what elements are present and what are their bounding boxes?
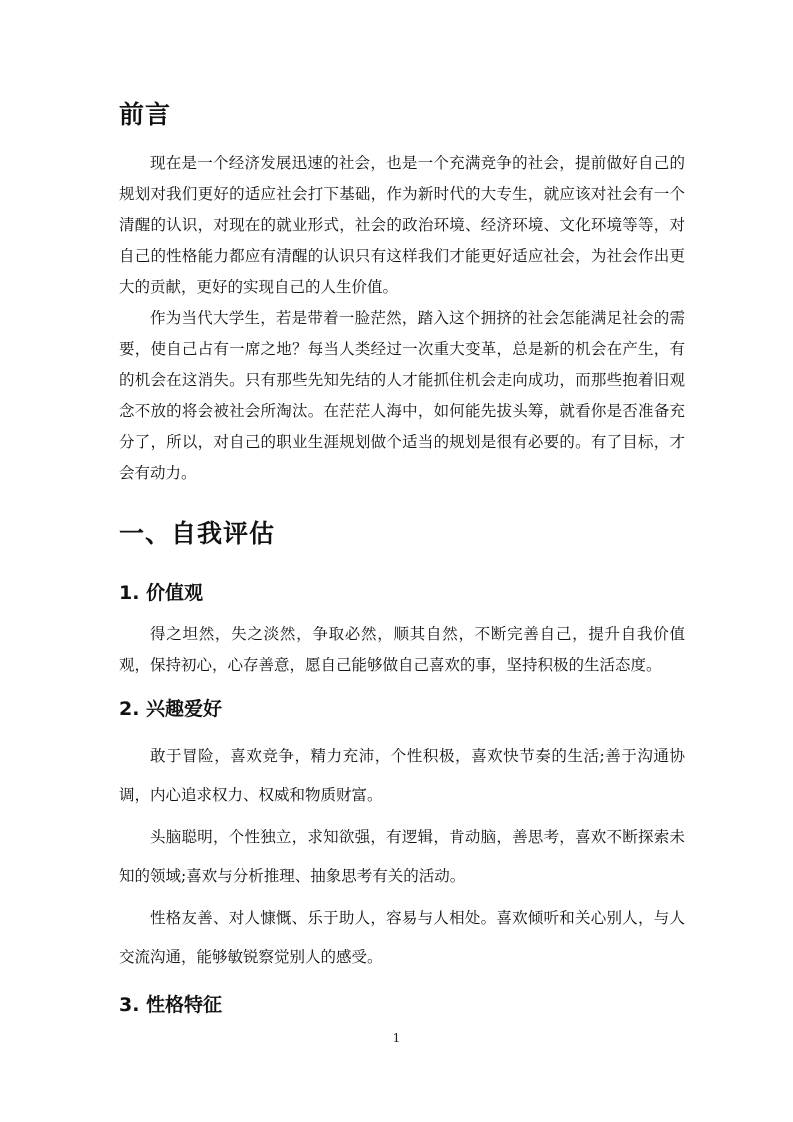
- interests-paragraph-3: 性格友善、对人慷慨、乐于助人，容易与人相处。喜欢倾听和关心别人，与人交流沟通，能够敏锐察觉别人的感受。: [119, 909, 685, 966]
- preface-heading: 前言: [119, 100, 172, 129]
- page-number: 1: [392, 1031, 401, 1045]
- preface-paragraph-1: 现在是一个经济发展迅速的社会，也是一个充满竞争的社会，提前做好自己的规划对我们更好的适应社会打下基础，作为新时代的大专生，就应该对社会有一个清醒的认识，对现在的就业形式，社会的政治环境、经济环境、文化环境等等，对自己的性格能力都应有清醒的认识只有这样我们才能更好适应社会，为社会作出更大的贡献，更好的实现自己的人生价值。: [119, 154, 685, 296]
- values-heading: 1. 价值观: [119, 582, 204, 604]
- interests-paragraph-2: 头脑聪明，个性独立，求知欲强，有逻辑，肯动脑，善思考，喜欢不断探索未知的领域;喜欢与分析推理、抽象思考有关的活动。: [119, 828, 685, 885]
- interests-heading: 2. 兴趣爱好: [119, 698, 223, 720]
- preface-paragraph-2: 作为当代大学生，若是带着一脸茫然，踏入这个拥挤的社会怎能满足社会的需要，使自己占有一席之地？每当人类经过一次重大变革，总是新的机会在产生，有的机会在这消失。只有那些先知先结的人才能抓住机会走向成功，而那些抱着旧观念不放的将会被社会所淘汰。在茫茫人海中，如何能先拔头筹，就看你是否准备充分了，所以，对自己的职业生涯规划做个适当的规划是很有必要的。有了目标，才会有动力。: [119, 309, 685, 482]
- values-paragraph: 得之坦然，失之淡然，争取必然，顺其自然，不断完善自己，提升自我价值观，保持初心，心存善意，愿自己能够做自己喜欢的事，坚持积极的生活态度。: [119, 625, 685, 674]
- interests-paragraph-1: 敢于冒险，喜欢竞争，精力充沛，个性积极，喜欢快节奏的生活;善于沟通协调，内心追求权力、权威和物质财富。: [119, 747, 685, 804]
- personality-heading: 3. 性格特征: [119, 994, 223, 1016]
- page-content: [119, 96, 685, 1019]
- self-assessment-heading: 一、自我评估: [119, 519, 276, 548]
